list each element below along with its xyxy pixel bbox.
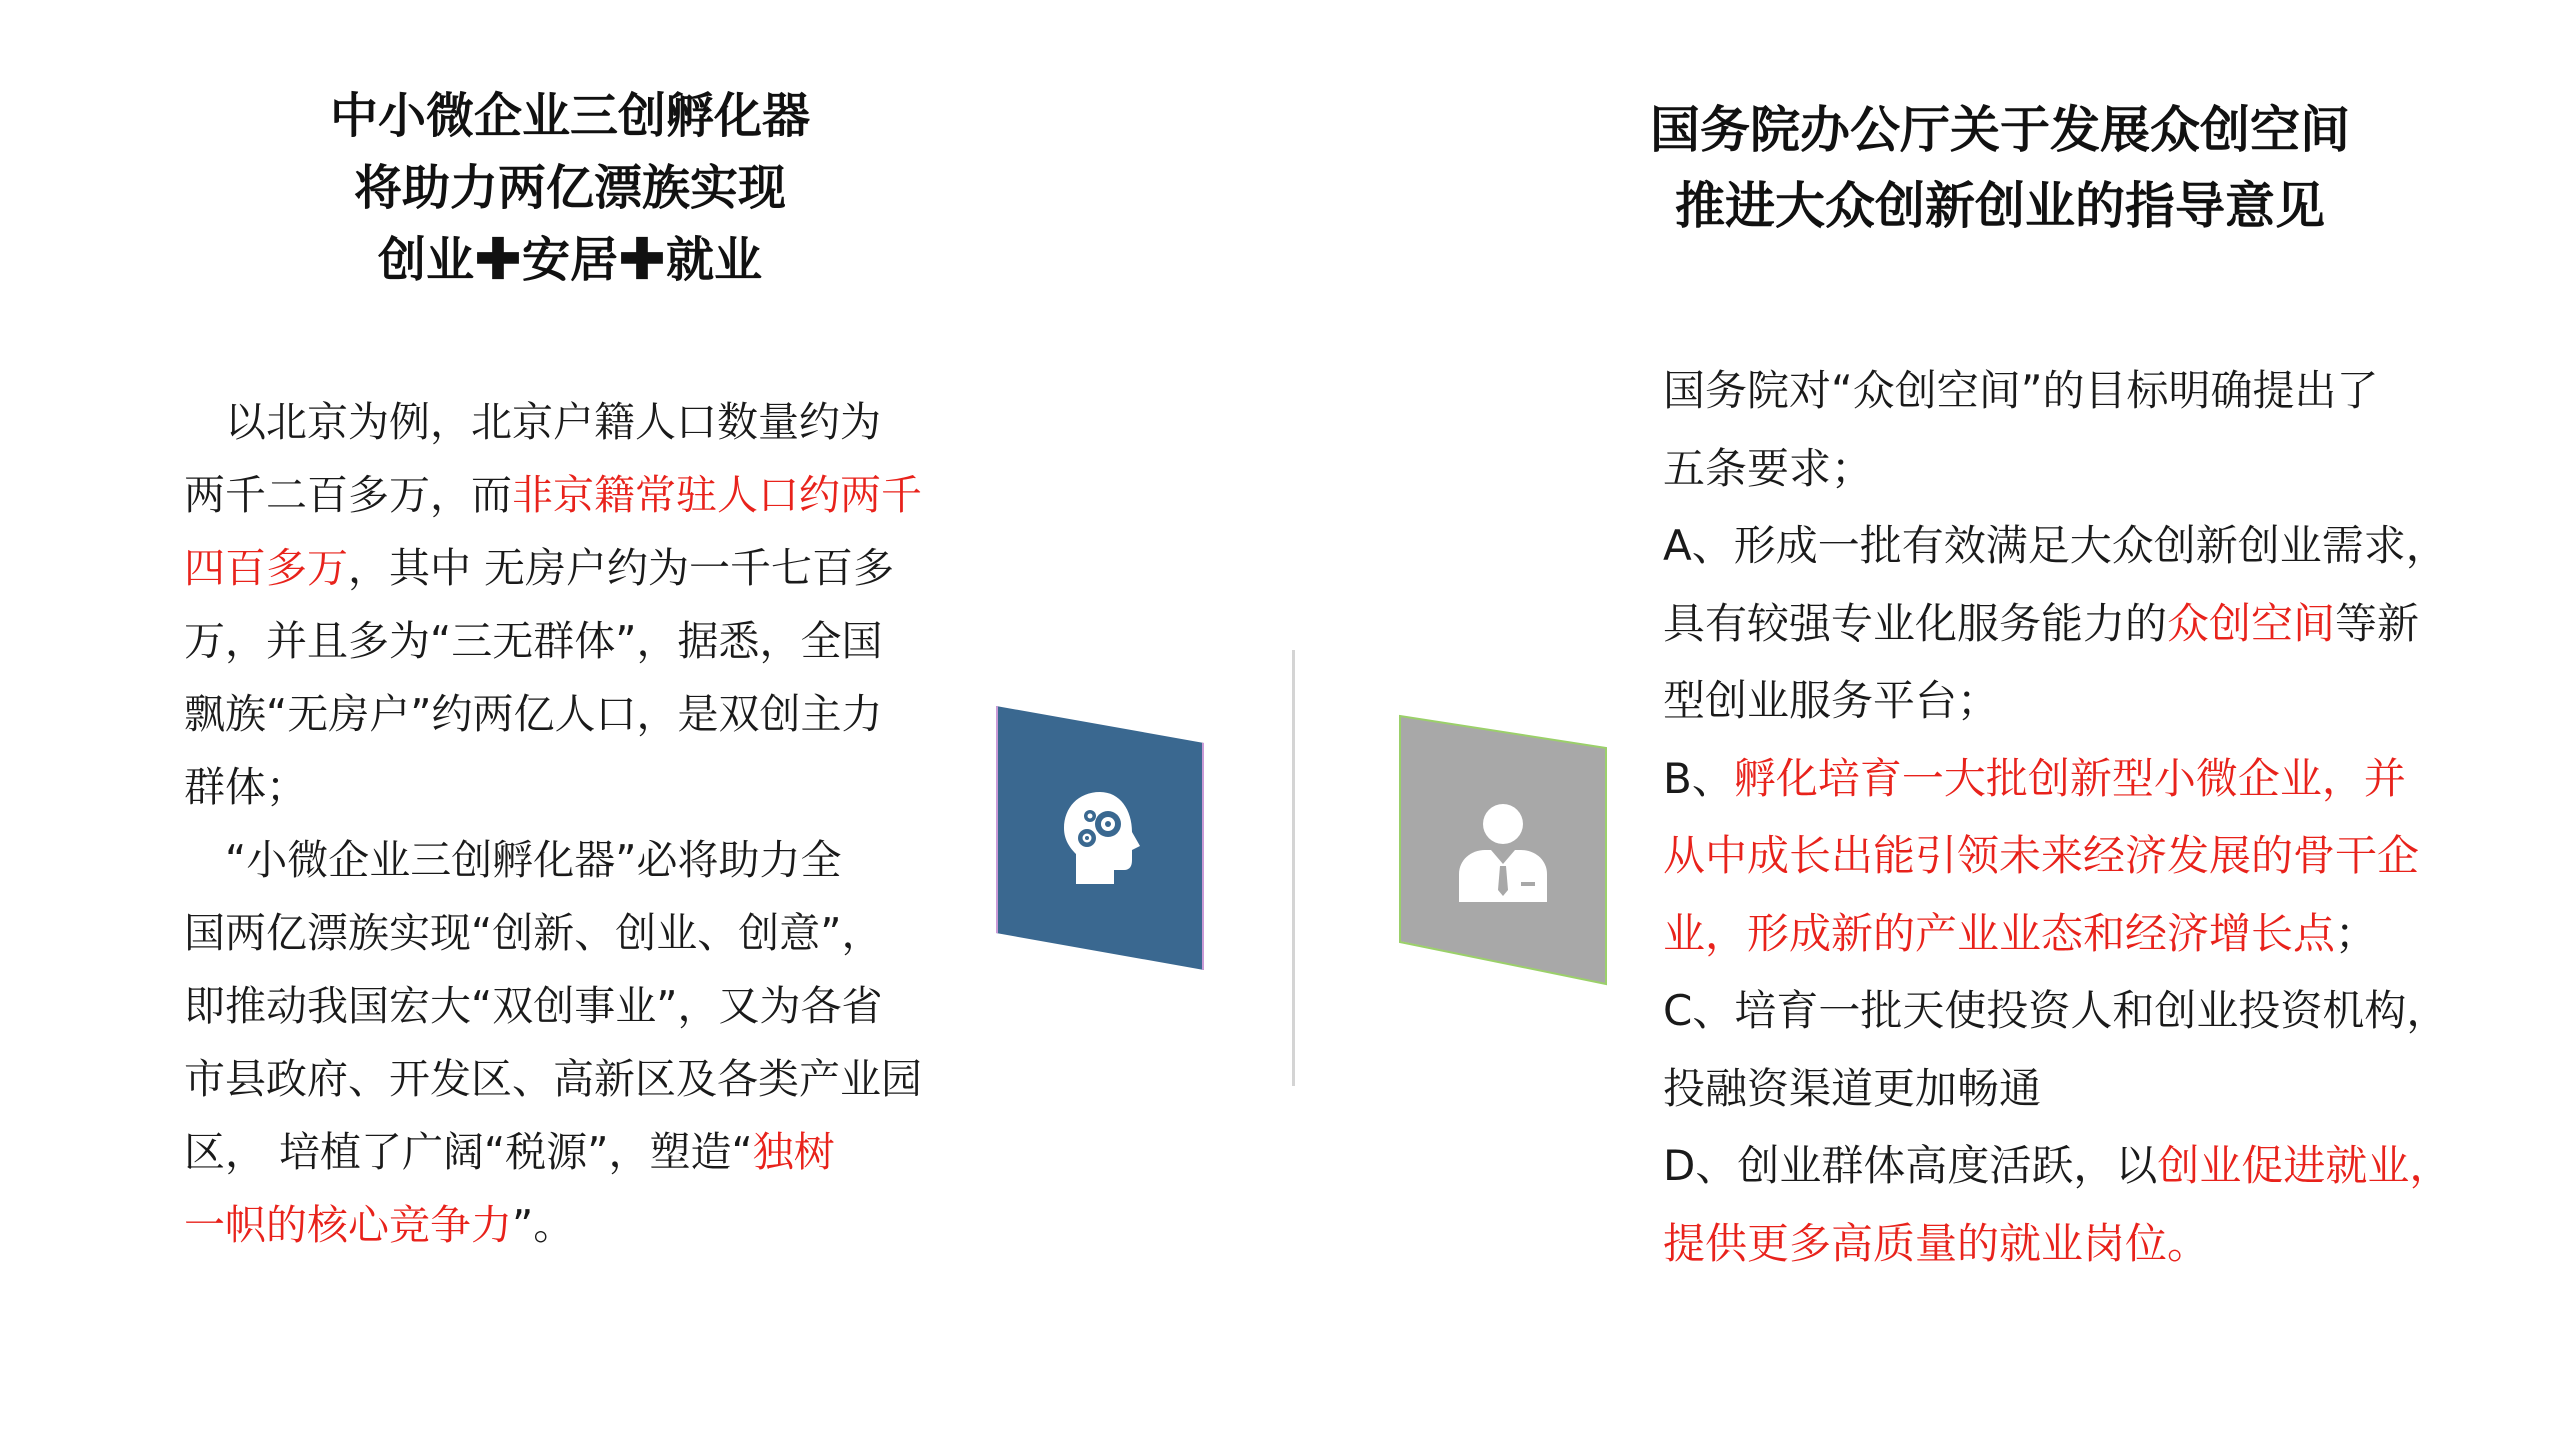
- highlighted-text: 业，形成新的产业业态和经济增长点: [1663, 908, 2336, 958]
- left-paragraph-line: [184, 386, 984, 459]
- right-paragraph-line: [1663, 1205, 2493, 1283]
- user-panel: [1400, 716, 1606, 984]
- right-paragraph-line: [1663, 352, 2493, 430]
- highlighted-text: 从中成长出能引领未来经济发展的骨干企: [1663, 831, 2420, 880]
- body-text: B、: [1663, 753, 1734, 803]
- right-paragraph-line: [1663, 430, 2493, 508]
- right-paragraph-line: [1663, 817, 2493, 895]
- right-paragraph-line: [1663, 895, 2493, 973]
- body-text: ；: [2335, 908, 2378, 958]
- body-text: ，其中 无房户约为一千七百多: [348, 544, 895, 592]
- highlighted-text: 非京籍常驻人口约两千: [512, 471, 922, 519]
- body-text: 群体；: [184, 763, 307, 811]
- left-paragraph-line: [184, 1189, 984, 1262]
- right-title: [1560, 92, 2440, 244]
- right-title-line-2: 推进大众创新创业的指导意见: [1675, 176, 2325, 235]
- highlighted-text: 创业促进就业，: [2157, 1141, 2452, 1190]
- brain-panel: [996, 706, 1204, 970]
- right-title-line-1: 国务院办公厅关于发展众创空间: [1650, 100, 2350, 159]
- right-paragraph-line: [1663, 1050, 2493, 1128]
- body-text: 型创业服务平台；: [1663, 676, 2000, 725]
- left-paragraph-line: [184, 532, 984, 605]
- body-text: 以北京为例，北京户籍人口数量约为: [184, 398, 881, 446]
- right-paragraph: [1663, 352, 2493, 1282]
- left-paragraph-line: [184, 751, 984, 824]
- right-paragraph-line: [1663, 585, 2493, 663]
- body-text: 区， 培植了广阔“税源”，塑造“: [184, 1128, 753, 1176]
- body-text: 具有较强专业化服务能力的: [1663, 598, 2168, 648]
- user-icon: [1455, 798, 1551, 902]
- body-text: 两千二百多万，而: [184, 471, 512, 519]
- highlighted-text: 四百多万: [184, 544, 348, 592]
- body-text: 市县政府、开发区、高新区及各类产业园: [184, 1055, 922, 1103]
- left-paragraph-line: [184, 678, 984, 751]
- body-text: D、创业群体高度活跃，以: [1663, 1141, 2158, 1190]
- right-paragraph-line: [1663, 662, 2493, 740]
- left-paragraph-line: [184, 1043, 984, 1116]
- head-gears-icon: [1056, 788, 1144, 888]
- left-paragraph-line: [184, 824, 984, 897]
- body-text: “小微企业三创孵化器”必将助力全: [184, 836, 842, 884]
- right-paragraph-line: [1663, 972, 2493, 1050]
- left-title-line-2: 将助力两亿漂族实现: [353, 160, 786, 216]
- left-paragraph-line: [184, 970, 984, 1043]
- highlighted-text: 众创空间: [2167, 598, 2336, 648]
- highlighted-text: 一帜的核心竞争力: [184, 1201, 512, 1249]
- body-text: 投融资渠道更加畅通: [1663, 1063, 2042, 1113]
- left-paragraph-line: [184, 897, 984, 970]
- body-text: 即推动我国宏大“双创事业”，又为各省: [184, 982, 883, 1030]
- right-paragraph-line: [1663, 507, 2493, 585]
- left-title-line-3: 创业✚安居✚就业: [377, 232, 762, 288]
- body-text: 飘族“无房户”约两亿人口，是双创主力: [184, 690, 883, 738]
- highlighted-text: 提供更多高质量的就业岗位。: [1663, 1218, 2210, 1268]
- left-title-line-1: 中小微企业三创孵化器: [329, 88, 810, 144]
- highlighted-text: 孵化培育一大批创新型小微企业，并: [1733, 753, 2406, 803]
- left-title: [230, 80, 910, 296]
- left-paragraph-line: [184, 459, 984, 532]
- body-text: 万，并且多为“三无群体”，据悉，全国: [184, 617, 883, 665]
- body-text: 等新: [2335, 598, 2420, 648]
- body-text: 国务院对“众创空间”的目标明确提出了: [1663, 366, 2379, 415]
- body-text: C、培育一批天使投资人和创业投资机构，: [1663, 986, 2449, 1035]
- left-paragraph-line: [184, 1116, 984, 1189]
- left-paragraph: [184, 386, 984, 1262]
- body-text: 国两亿漂族实现“创新、创业、创意”，: [184, 909, 883, 957]
- center-divider: [1292, 650, 1295, 1086]
- left-paragraph-line: [184, 605, 984, 678]
- body-text: A、形成一批有效满足大众创新创业需求，: [1663, 521, 2448, 570]
- body-text: ”。: [512, 1201, 575, 1249]
- highlighted-text: 独树: [752, 1128, 835, 1176]
- right-paragraph-line: [1663, 740, 2493, 818]
- body-text: 五条要求；: [1663, 443, 1874, 493]
- right-paragraph-line: [1663, 1127, 2493, 1205]
